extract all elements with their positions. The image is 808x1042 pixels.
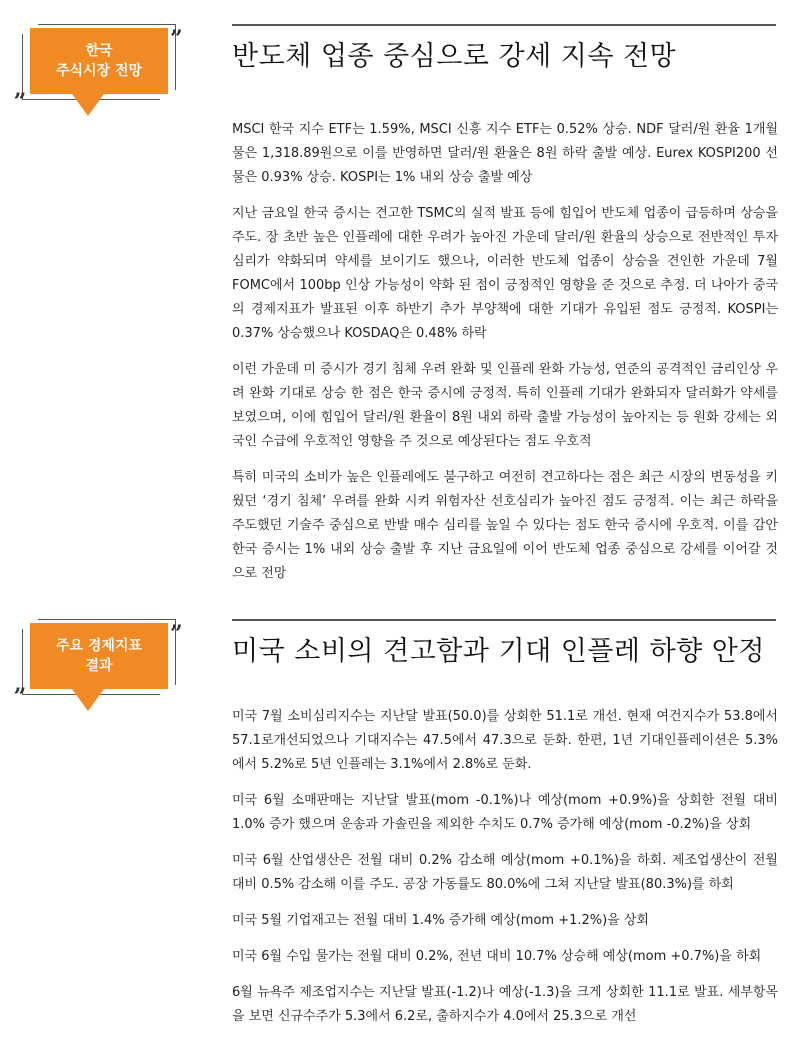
badge-line-2: 주식시장 전망: [55, 63, 143, 79]
paragraph: 미국 6월 수입 물가는 전월 대비 0.2%, 전년 대비 10.7% 상승해 예상(mom +0.7%)을 하회: [232, 949, 762, 964]
paragraph: 6월 뉴욕주 제조업지수는 지난달 발표(-1.2)나 예상(-1.3)을 크게 상회한 11.1로 발표. 세부항목을 보면 신규수주가 5.3에서 6.2로, 출하지수가 4.0에서 25.3으로 개선: [232, 985, 778, 1024]
paragraph: 특히 미국의 소비가 높은 인플레에도 불구하고 여전히 견고하다는 점은 최근 시장의 변동성을 키웠던 ‘경기 침체’ 우려를 완화 시켜 위험자산 선호심리가 높아진 점도 긍정적. 이는 최근 하락을 주도했던 기술주 중심으로 반발 매수 심리를 높일 수 있다는 점도 한국 증시에 우호적. 이를 감안 한국 증시는 1% 내외 상승 출발 후 지난 금요일에 이어 반도체 업종 중심으로 강세를 이어갈 것으로 전망: [232, 470, 778, 581]
quote-open-icon: „: [14, 76, 27, 102]
section-body: [232, 118, 778, 598]
paragraph: 미국 5월 기업재고는 전월 대비 1.4% 증가해 예상(mom +1.2%)을 상회: [232, 913, 649, 928]
badge-line-1: 한국: [85, 43, 113, 59]
section-body: [232, 705, 778, 1041]
paragraph: 미국 6월 산업생산은 전월 대비 0.2% 감소해 예상(mom +0.1%)을 하회. 제조업생산이 전월 대비 0.5% 감소해 이를 주도. 공장 가동률도 80.0%에 그쳐 지난달 발표(80.3%)를 하회: [232, 853, 778, 892]
title-rule: [232, 619, 776, 621]
section-title: 반도체 업종 중심으로 강세 지속 전망: [232, 41, 677, 72]
quote-open-icon: „: [14, 671, 27, 697]
paragraph: 미국 7월 소비심리지수는 지난달 발표(50.0)를 상회한 51.1로 개선. 현재 여건지수가 53.8에서 57.1로개선되었으나 기대지수는 47.5에서 47.3으로 둔화. 한편, 1년 기대인플레이션은 5.3%에서 5.2%로 5년 인플레는 3.1%에서 2.8%로 둔화.: [232, 709, 778, 772]
paragraph: 이런 가운데 미 증시가 경기 침체 우려 완화 및 인플레 완화 가능성, 연준의 공격적인 금리인상 우려 완화 기대로 상승 한 점은 한국 증시에 긍정적. 특히 인플레 기대가 완화되자 달러화가 약세를 보였으며, 이에 힘입어 달러/원 환율이 8원 내외 하락 출발 가능성이 높아지는 등 원화 강세는 외국인 수급에 우호적인 영향을 주 것으로 예상된다는 점도 우호적: [232, 362, 778, 449]
badge-label: [30, 28, 168, 94]
paragraph: MSCI 한국 지수 ETF는 1.59%, MSCI 신흥 지수 ETF는 0.52% 상승. NDF 달러/원 환율 1개월물은 1,318.89원으로 이를 반영하면 달러/원 환율은 8원 하락 출발 예상. Eurex KOSPI200 선물은 0.93% 상승. KOSPI는 1% 내외 상승 출발 예상: [232, 122, 778, 185]
quote-close-icon: ”: [170, 621, 183, 647]
badge-line-1: 주요 경제지표: [55, 638, 143, 654]
section-badge: [14, 24, 192, 124]
section-badge: [14, 619, 192, 719]
section-title: 미국 소비의 견고함과 기대 인플레 하향 안정: [232, 636, 765, 667]
badge-tail: [72, 94, 104, 116]
paragraph: 미국 6월 소매판매는 지난달 발표(mom -0.1%)나 예상(mom +0.9%)을 상회한 전월 대비 1.0% 증가 했으며 운송과 가솔린을 제외한 수치도 0.7% 증가해 예상(mom -0.2%)을 상회: [232, 793, 778, 832]
quote-close-icon: ”: [170, 26, 183, 52]
badge-label: [30, 623, 168, 689]
badge-line-2: 결과: [85, 658, 113, 674]
title-rule: [232, 24, 776, 26]
badge-tail: [72, 689, 104, 711]
paragraph: 지난 금요일 한국 증시는 견고한 TSMC의 실적 발표 등에 힘입어 반도체 업종이 급등하며 상승을 주도. 장 초반 높은 인플레에 대한 우려가 높아진 가운데 달러/원 환율의 상승으로 전반적인 투자심리가 약화되며 약세를 보이기도 했으나, 이러한 반도체 업종이 상승을 견인한 가운데 7월 FOMC에서 100bp 인상 가능성이 약화 된 점이 긍정적인 영향을 준 것으로 추정. 더 나아가 중국의 경제지표가 발표된 이후 하반기 추가 부양책에 대한 기대가 유입된 점도 긍정적. KOSPI는 0.37% 상승했으나 KOSDAQ은 0.48% 하락: [232, 206, 778, 341]
